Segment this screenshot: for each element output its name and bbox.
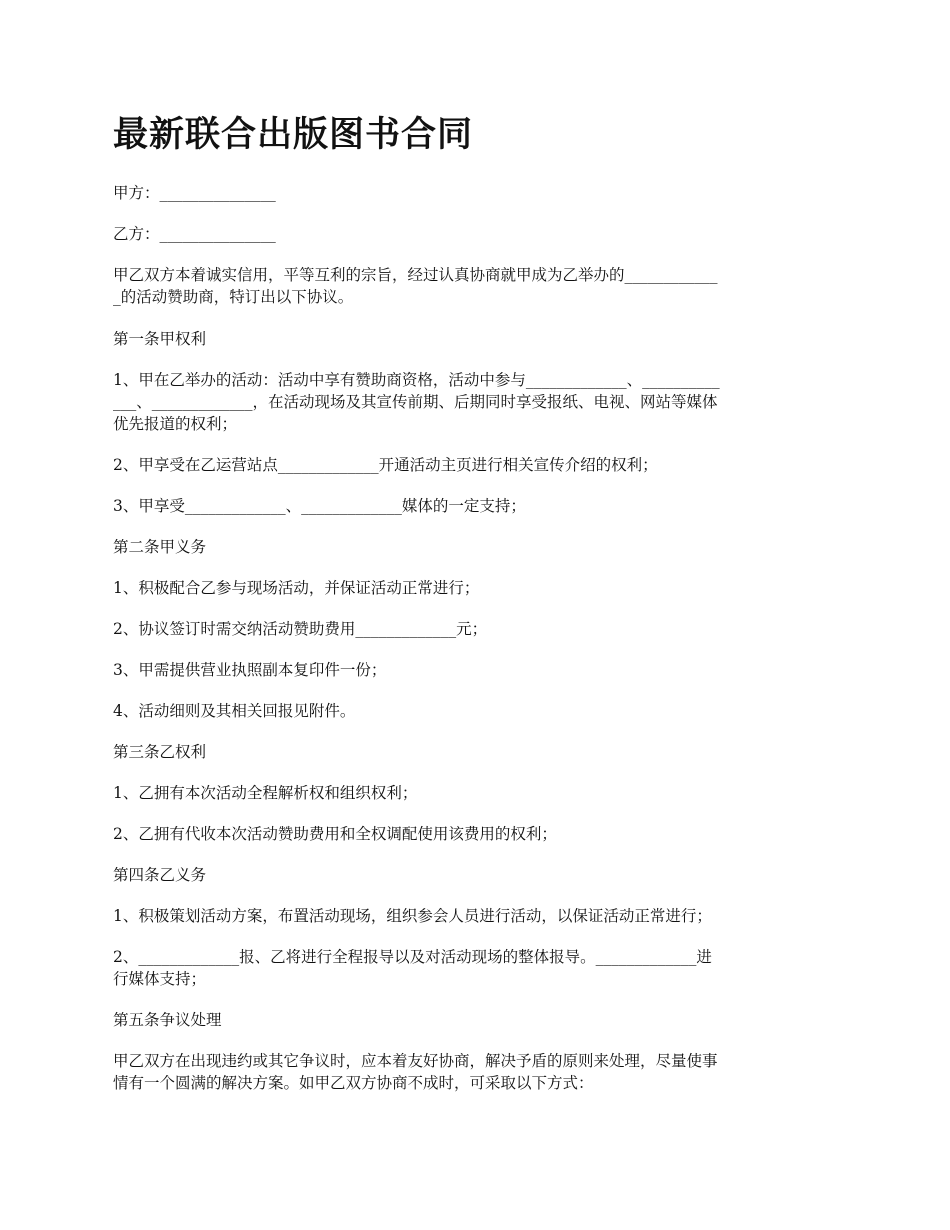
article-1-item-3: 3、甲享受_____________、_____________媒体的一定支持；	[113, 497, 526, 515]
article-4-item-1: 1、积极策划活动方案，布置活动现场，组织参会人员进行活动，以保证活动正常进行；	[113, 907, 712, 925]
article-3-item-2: 2、乙拥有代收本次活动赞助费用和全权调配使用该费用的权利；	[113, 825, 557, 843]
article-3-heading: 第三条乙权利	[113, 743, 207, 761]
article-5-paragraph-line-1: 甲乙双方在出现违约或其它争议时，应本着友好协商，解决予盾的原则来处理，尽量使事	[113, 1052, 718, 1070]
article-1-item-1-line-1: 1、甲在乙举办的活动：活动中享有赞助商资格，活动中参与_____________、__________	[113, 371, 720, 389]
party-b-line: 乙方：_______________	[113, 225, 276, 243]
document-title: 最新联合出版图书合同	[113, 115, 474, 155]
article-5-paragraph-line-2: 情有一个圆满的解决方案。如甲乙双方协商不成时，可采取以下方式：	[113, 1074, 594, 1092]
article-4-item-2-line-2: 行媒体支持；	[113, 970, 207, 988]
article-2-heading: 第二条甲义务	[113, 538, 207, 556]
article-2-item-3: 3、甲需提供营业执照副本复印件一份；	[113, 661, 387, 679]
preamble-line-2: _的活动赞助商，特订出以下协议。	[113, 288, 354, 306]
article-3-item-1: 1、乙拥有本次活动全程解析权和组织权利；	[113, 784, 418, 802]
preamble-line-1: 甲乙双方本着诚实信用，平等互利的宗旨，经过认真协商就甲成为乙举办的____________	[113, 266, 718, 284]
article-5-heading: 第五条争议处理	[113, 1011, 222, 1029]
article-2-item-4: 4、活动细则及其相关回报见附件。	[113, 702, 356, 720]
article-1-item-1-line-3: 优先报道的权利；	[113, 415, 238, 433]
article-1-item-2: 2、甲享受在乙运营站点_____________开通活动主页进行相关宣传介绍的权利；	[113, 456, 658, 474]
article-1-heading: 第一条甲权利	[113, 330, 207, 348]
article-2-item-2: 2、协议签订时需交纳活动赞助费用_____________元；	[113, 620, 488, 638]
article-4-item-2-line-1: 2、_____________报、乙将进行全程报导以及对活动现场的整体报导。_____________进	[113, 948, 712, 966]
party-a-line: 甲方：_______________	[113, 184, 276, 202]
article-1-item-1-line-2: ___、_____________，在活动现场及其宣传前期、后期同时享受报纸、电视、网站等媒体	[113, 393, 718, 411]
article-4-heading: 第四条乙义务	[113, 866, 207, 884]
article-2-item-1: 1、积极配合乙参与现场活动，并保证活动正常进行；	[113, 579, 480, 597]
